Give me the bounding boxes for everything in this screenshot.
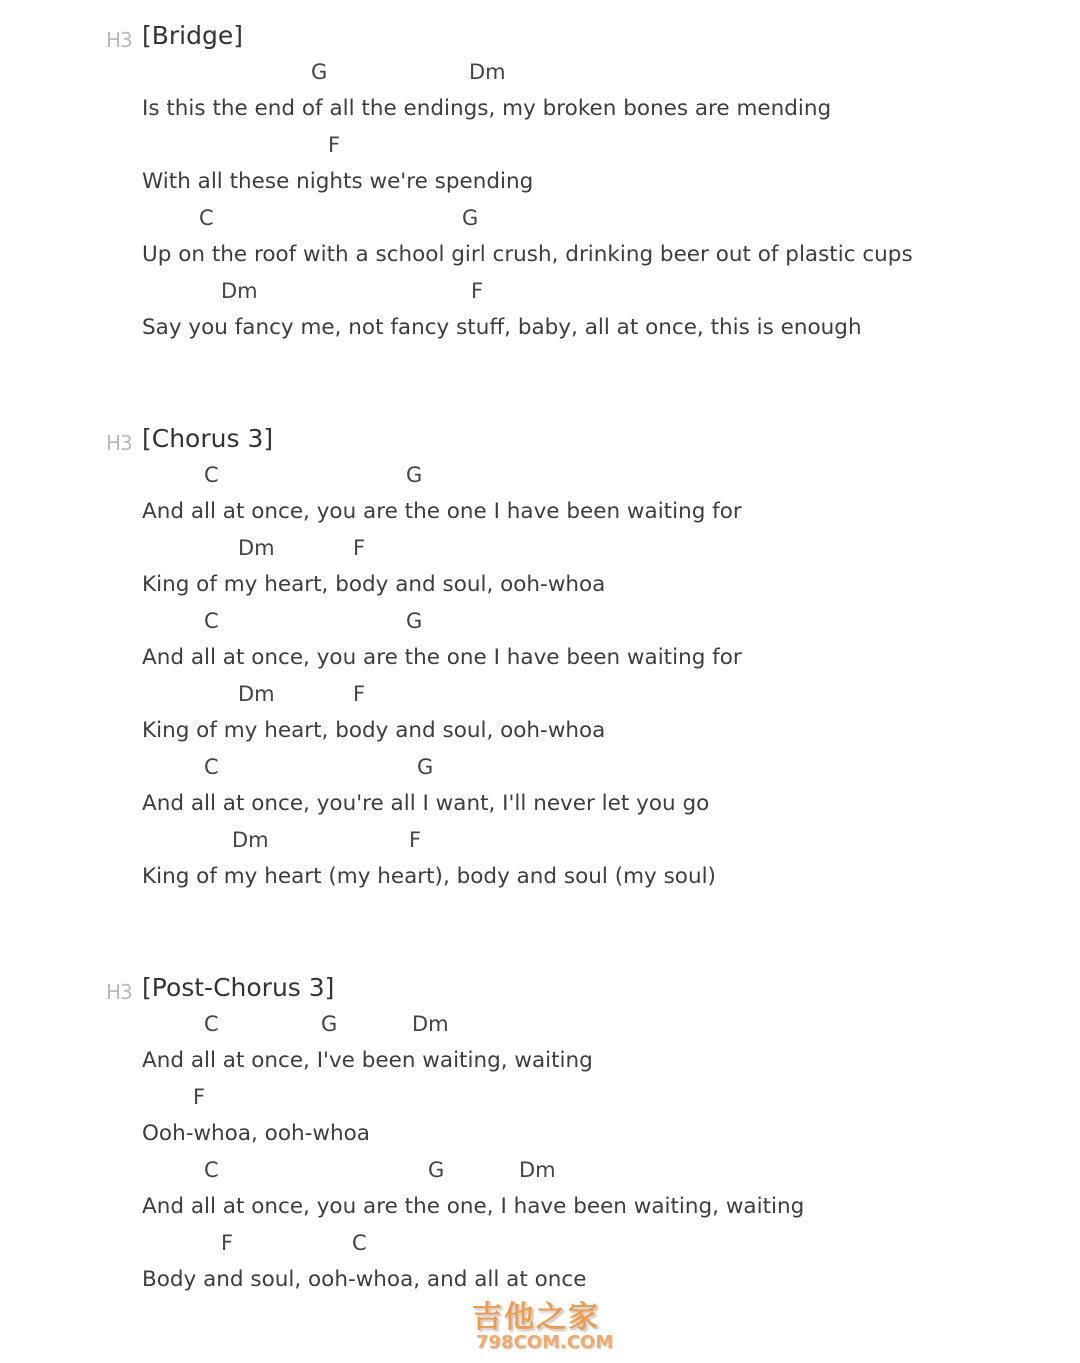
lyric-line: [142, 463, 1042, 536]
chord-row: [142, 463, 1042, 493]
chord-row: [142, 1012, 1042, 1042]
chord-row: [142, 536, 1042, 566]
chord: C: [204, 1012, 219, 1036]
chord: C: [352, 1231, 367, 1255]
heading-level-marker: H3: [106, 431, 132, 455]
lyric-line: [142, 1085, 1042, 1158]
lyric-line: [142, 60, 1042, 133]
heading-level-marker: H3: [106, 980, 132, 1004]
site-watermark: [470, 1292, 620, 1358]
lyric-text: King of my heart, body and soul, ooh-whoa: [142, 718, 606, 743]
chord: G: [311, 60, 328, 84]
chord-row: [142, 1085, 1042, 1115]
chord-row: [142, 133, 1042, 163]
chord-row: [142, 1158, 1042, 1188]
section-title: [Chorus 3]: [142, 424, 274, 453]
chord: F: [221, 1231, 234, 1255]
chord: G: [321, 1012, 338, 1036]
watermark-subtitle: 798COM.COM: [476, 1332, 614, 1353]
lyric-text: Is this the end of all the endings, my broken bones are mending: [142, 96, 832, 121]
chord-row: [142, 1231, 1042, 1261]
lyric-text: King of my heart (my heart), body and soul (my soul): [142, 864, 716, 889]
section-title: [Post-Chorus 3]: [142, 973, 335, 1002]
chord: C: [204, 609, 219, 633]
chord-row: [142, 828, 1042, 858]
heading-level-marker: H3: [106, 28, 132, 52]
chord: F: [353, 536, 366, 560]
chord: C: [204, 755, 219, 779]
lyric-text: With all these nights we're spending: [142, 169, 534, 194]
lyric-line: [142, 133, 1042, 206]
chord: Dm: [412, 1012, 449, 1036]
chord: G: [406, 609, 423, 633]
chord: Dm: [221, 279, 258, 303]
lyric-line: [142, 609, 1042, 682]
lyric-text: And all at once, you're all I want, I'll never let you go: [142, 791, 710, 816]
lyric-text: Body and soul, ooh-whoa, and all at once: [142, 1267, 587, 1292]
lyric-line: [142, 1012, 1042, 1085]
chord-row: [142, 279, 1042, 309]
chord: G: [417, 755, 434, 779]
lyric-line: [142, 206, 1042, 279]
lyric-text: Up on the roof with a school girl crush, drinking beer out of plastic cups: [142, 242, 913, 267]
chord-row: [142, 755, 1042, 785]
lyric-text: And all at once, I've been waiting, waiting: [142, 1048, 593, 1073]
lyric-line: [142, 755, 1042, 828]
chord: Dm: [238, 682, 275, 706]
chord: F: [471, 279, 484, 303]
chord: F: [353, 682, 366, 706]
section-title: [Bridge]: [142, 21, 244, 50]
chord: G: [428, 1158, 445, 1182]
chord: C: [204, 463, 219, 487]
lyric-text: Ooh-whoa, ooh-whoa: [142, 1121, 370, 1146]
chord-row: [142, 609, 1042, 639]
lyric-line: [142, 279, 1042, 352]
watermark-title: 吉他之家: [472, 1300, 600, 1335]
chord: Dm: [238, 536, 275, 560]
lyric-text: And all at once, you are the one I have been waiting for: [142, 499, 742, 524]
chord: F: [193, 1085, 206, 1109]
chord: F: [409, 828, 422, 852]
chord: F: [328, 133, 341, 157]
lyric-text: King of my heart, body and soul, ooh-whoa: [142, 572, 606, 597]
chord: G: [462, 206, 479, 230]
chord: Dm: [519, 1158, 556, 1182]
lyric-text: And all at once, you are the one I have been waiting for: [142, 645, 742, 670]
chord: C: [199, 206, 214, 230]
lyric-line: [142, 1158, 1042, 1231]
lyric-text: And all at once, you are the one, I have been waiting, waiting: [142, 1194, 805, 1219]
lyric-line: [142, 828, 1042, 901]
chord-row: [142, 682, 1042, 712]
chord: G: [406, 463, 423, 487]
chord: C: [204, 1158, 219, 1182]
lyric-line: [142, 682, 1042, 755]
chord-row: [142, 206, 1042, 236]
chord: Dm: [469, 60, 506, 84]
chord-row: [142, 60, 1042, 90]
lyric-text: Say you fancy me, not fancy stuff, baby, all at once, this is enough: [142, 315, 862, 340]
lyric-line: [142, 536, 1042, 609]
chord: Dm: [232, 828, 269, 852]
